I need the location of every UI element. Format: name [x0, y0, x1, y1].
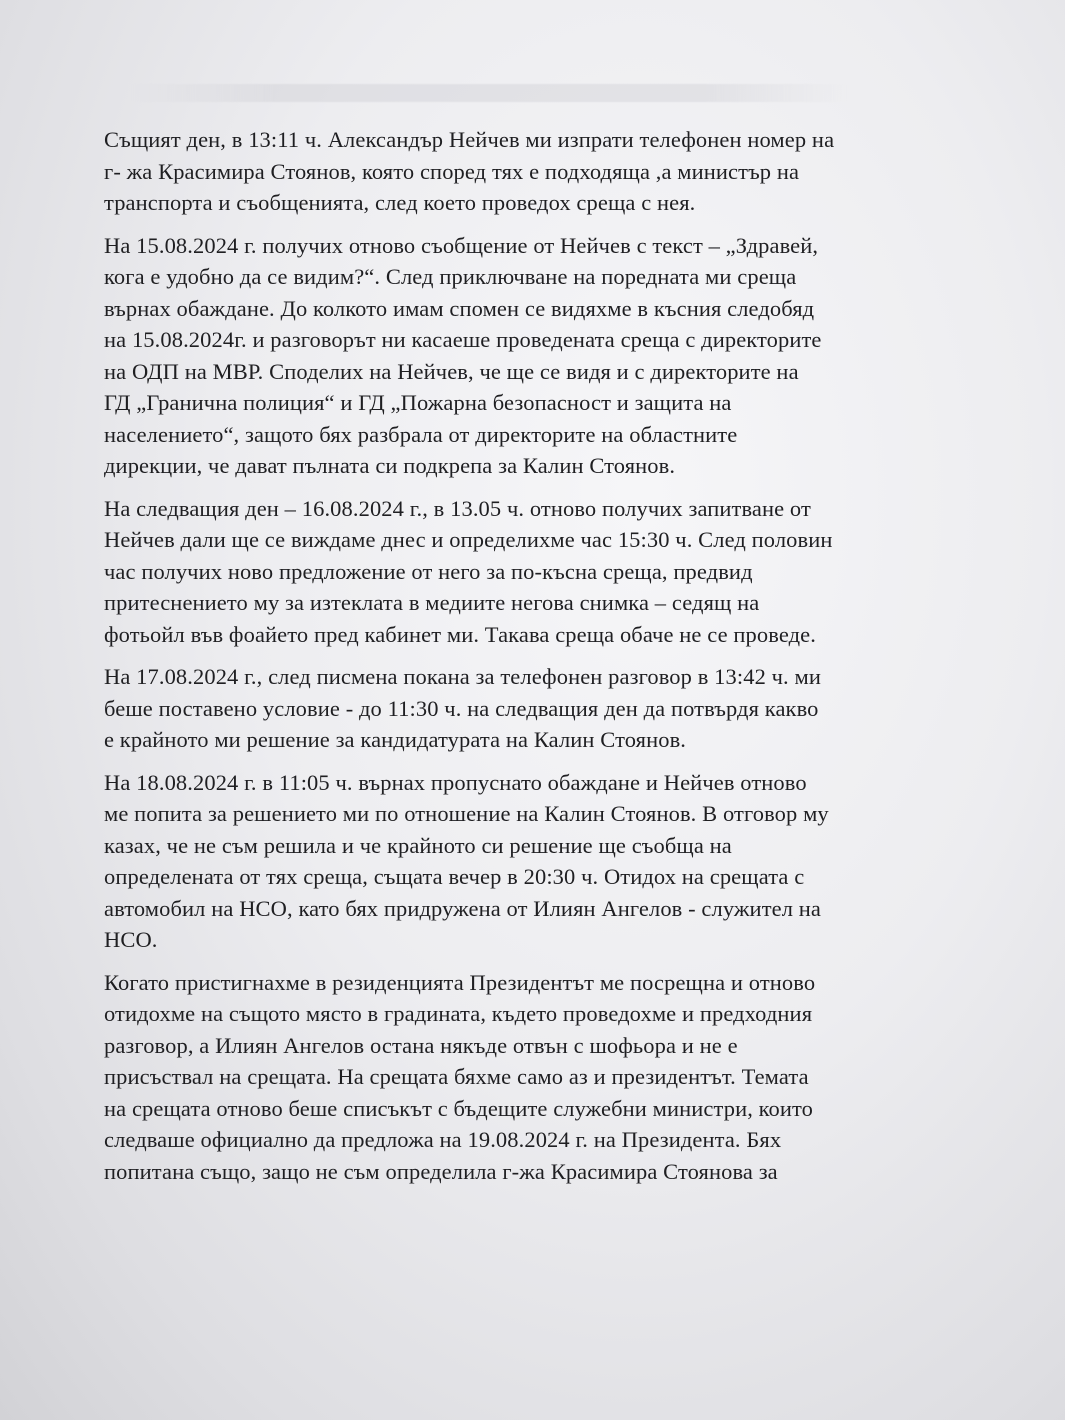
- text-line: беше поставено условие - до 11:30 ч. на следващия ден да потвърдя какво: [104, 695, 819, 721]
- text-line: автомобил на НСО, като бях придружена от Илиян Ангелов - служител на: [104, 895, 821, 921]
- text-line: казах, че не съм решила и че крайното си решение ще съобща на: [104, 832, 732, 858]
- text-line: следваше официално да предложа на 19.08.2024 г. на Президента. Бях: [104, 1127, 782, 1152]
- text-line: дирекции, че дават пълната си подкрепа за Калин Стоянов.: [104, 453, 676, 478]
- text-line: На следващия ден – 16.08.2024 г., в 13.05 ч. отново получих запитване от: [104, 495, 811, 521]
- text-line: определената от тях среща, същата вечер в 20:30 ч. Отидох на срещата с: [104, 864, 805, 889]
- text-line: разговор, а Илиян Ангелов остана някъде отвън с шофьора и не е: [104, 1032, 738, 1058]
- text-line: ГД „Гранична полиция“ и ГД „Пожарна безопасност и защита на: [104, 390, 732, 415]
- text-line: отидохме на същото място в градината, където проведохме и предходния: [104, 1001, 813, 1026]
- text-line: притеснението му за изтеклата в медиите негова снимка – седящ на: [104, 590, 760, 615]
- text-line: на срещата отново беше списъкът с бъдещите служебни министри, които: [104, 1095, 814, 1121]
- text-line: кога е удобно да се видим?“. След приключване на поредната ми среща: [104, 264, 797, 289]
- paragraph-3: [104, 493, 974, 651]
- text-line: На 15.08.2024 г. получих отново съобщение от Нейчев с текст – „Здравей,: [104, 232, 819, 258]
- bleed-through-shadow: [130, 84, 850, 102]
- text-line: на 15.08.2024г. и разговорът ни касаеше проведената среща с директорите: [104, 327, 822, 352]
- paragraph-1: [104, 124, 974, 219]
- paragraph-2: [104, 230, 974, 482]
- text-line: ме попита за решението ми по отношение на Калин Стоянов. В отговор му: [104, 801, 829, 826]
- text-line: на ОДП на МВР. Споделих на Нейчев, че ще се видя и с директорите на: [104, 358, 799, 384]
- text-line: г- жа Красимира Стоянов, която според тях е подходяща ,а министър на: [104, 158, 800, 184]
- paragraph-6: [104, 967, 974, 1188]
- text-line: Същият ден, в 13:11 ч. Александър Нейчев ми изпрати телефонен номер на: [104, 127, 835, 152]
- text-line: Когато пристигнахме в резиденцията Президентът ме посрещна и отново: [104, 969, 816, 995]
- paragraph-5: [104, 767, 974, 956]
- text-line: присъствал на срещата. На срещата бяхме само аз и президентът. Темата: [104, 1064, 809, 1089]
- text-line: На 18.08.2024 г. в 11:05 ч. върнах пропуснато обаждане и Нейчев отново: [104, 769, 807, 795]
- text-line: Нейчев дали ще се виждаме днес и определихме час 15:30 ч. След половин: [104, 527, 833, 552]
- document-body: [104, 124, 974, 1198]
- text-line: НСО.: [104, 927, 158, 952]
- text-line: На 17.08.2024 г., след писмена покана за телефонен разговор в 13:42 ч. ми: [104, 664, 821, 689]
- text-line: е крайното ми решение за кандидатурата на Калин Стоянов.: [104, 727, 687, 752]
- text-line: фотьойл във фоайето пред кабинет ми. Такава среща обаче не се проведе.: [104, 621, 816, 647]
- paragraph-4: [104, 661, 974, 756]
- text-line: върнах обаждане. До колкото имам спомен се видяхме в късния следобяд: [104, 295, 815, 321]
- text-line: попитана също, защо не съм определила г-жа Красимира Стоянова за: [104, 1158, 778, 1184]
- text-line: час получих ново предложение от него за по-късна среща, предвид: [104, 558, 753, 584]
- text-line: транспорта и съобщенията, след което проведох среща с нея.: [104, 190, 696, 215]
- text-line: населението“, защото бях разбрала от директорите на областните: [104, 421, 738, 447]
